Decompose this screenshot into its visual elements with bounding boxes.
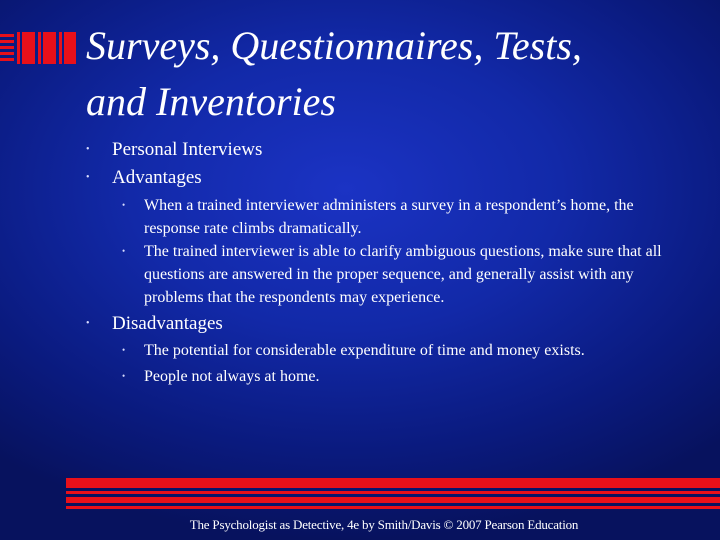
bullet-text: Personal Interviews <box>112 139 263 160</box>
bullet-dot-icon: • <box>86 318 90 329</box>
sub-bullet-text: The trained interviewer is able to clarify ambiguous questions, make sure that all questions are answered in the proper sequence, and generally assist with any problems that the respondents may experience. <box>144 243 662 306</box>
footer-accent-stripes <box>66 478 720 512</box>
bullet-disadvantages <box>86 311 672 337</box>
slide-title-line-2: and Inventories <box>86 79 336 124</box>
bullet-dot-icon: • <box>122 345 126 355</box>
sub-bullet-expenditure <box>122 339 689 362</box>
sub-bullet-text: The potential for considerable expenditure of time and money exists. <box>144 342 585 359</box>
sub-bullet-text: When a trained interviewer administers a survey in a respondent’s home, the response rate climbs dramatically. <box>144 197 634 237</box>
sub-bullet-response-rate <box>122 194 689 240</box>
slide-footer: The Psychologist as Detective, 4e by Smith/Davis © 2007 Pearson Education <box>189 517 579 532</box>
bullet-dot-icon: • <box>122 200 126 210</box>
sub-bullet-clarify-questions <box>122 240 689 309</box>
bullet-dot-icon: • <box>86 172 90 183</box>
sub-bullet-text: People not always at home. <box>144 368 320 385</box>
bullet-personal-interviews <box>86 137 672 163</box>
slide-title-line-1: Surveys, Questionnaires, Tests, <box>86 23 582 68</box>
bullet-dot-icon: • <box>122 371 126 381</box>
bullet-dot-icon: • <box>122 246 126 256</box>
bullet-text: Advantages <box>112 167 202 188</box>
bullet-text: Disadvantages <box>112 313 223 334</box>
bullet-advantages <box>86 165 672 191</box>
sub-bullet-not-at-home <box>122 365 689 388</box>
bullet-dot-icon: • <box>86 144 90 155</box>
